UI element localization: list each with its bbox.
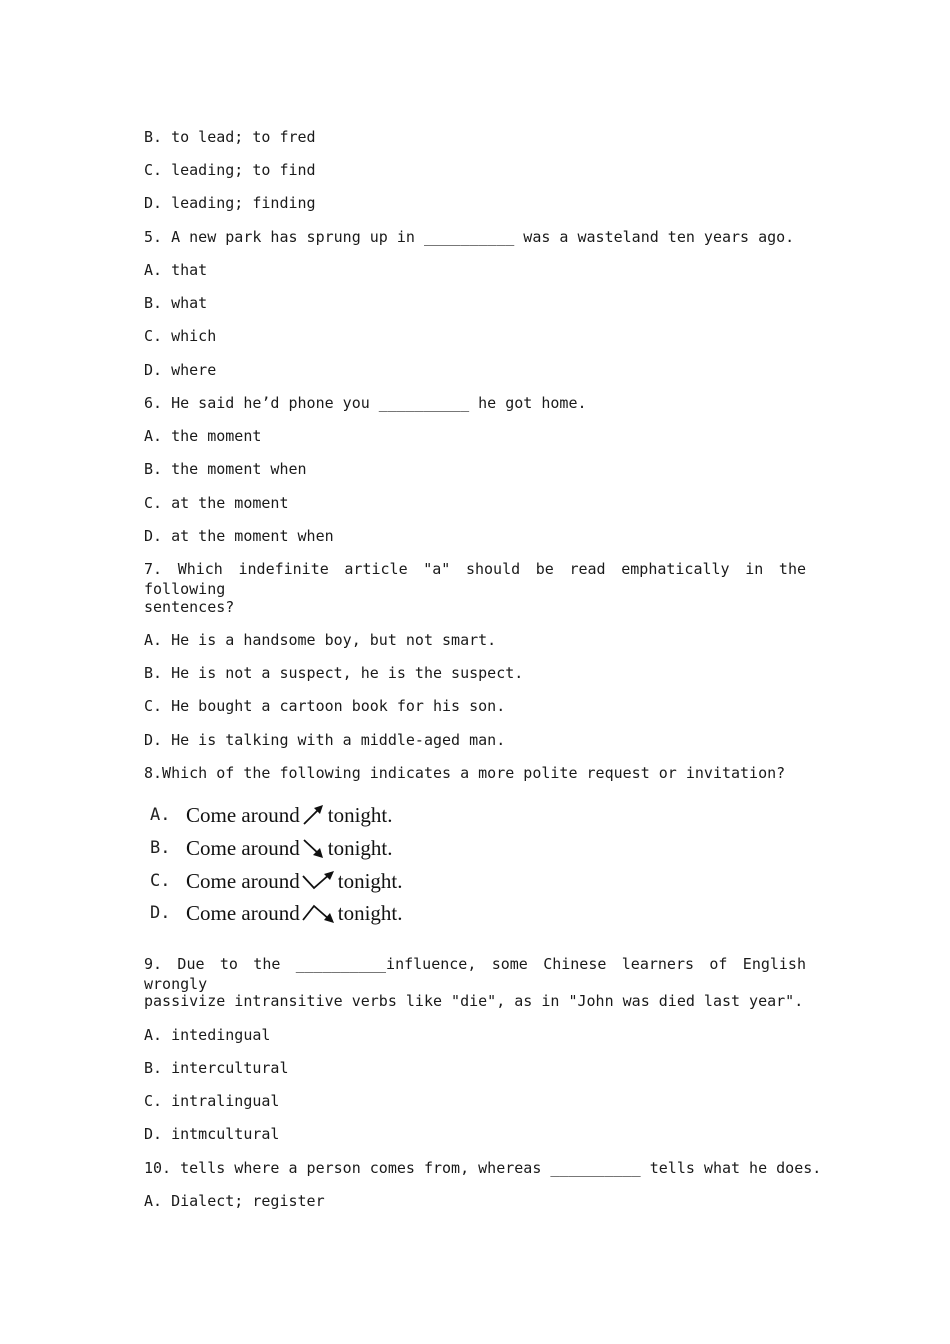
q6-option-a: A. the moment <box>144 427 262 445</box>
q5-option-c: C. which <box>144 327 217 345</box>
q4-option-d: D. leading; finding <box>144 194 316 212</box>
q8-option-d-before: Come around <box>186 900 300 925</box>
intonation-options-figure <box>150 800 420 928</box>
q7-stem-line1: 7. Which indefinite article "a" should be read emphatically in the following <box>144 560 806 598</box>
q8-option-c-after: tonight. <box>337 868 403 893</box>
rise-fall-tone-arrow-icon <box>301 900 337 926</box>
q8-option-d-after: tonight. <box>337 900 403 925</box>
q8-stem: 8.Which of the following indicates a more polite request or invitation? <box>144 764 786 782</box>
q8-option-d-letter: D. <box>150 903 171 923</box>
q5-option-d: D. where <box>144 361 217 379</box>
q6-option-c: C. at the moment <box>144 494 289 512</box>
q8-option-a-before: Come around <box>186 802 300 827</box>
q7-option-a: A. He is a handsome boy, but not smart. <box>144 631 497 649</box>
falling-tone-arrow-icon <box>301 835 327 861</box>
q9-stem-line2: passivize intransitive verbs like "die", as in "John was died last year". <box>144 992 804 1010</box>
q8-option-a-after: tonight. <box>327 802 393 827</box>
q6-option-b: B. the moment when <box>144 460 307 478</box>
fall-rise-tone-arrow-icon <box>301 868 337 894</box>
q10-option-a: A. Dialect; register <box>144 1192 325 1210</box>
rising-tone-arrow-icon <box>301 802 327 828</box>
q9-stem-line1: 9. Due to the __________influence, some Chinese learners of English wrongly <box>144 955 806 993</box>
q6-option-d: D. at the moment when <box>144 527 334 545</box>
q8-option-a <box>150 800 393 830</box>
q5-option-a: A. that <box>144 261 208 279</box>
q7-option-b: B. He is not a suspect, he is the suspect. <box>144 664 524 682</box>
q9-option-a: A. intedingual <box>144 1026 271 1044</box>
q8-option-b-before: Come around <box>186 835 300 860</box>
q8-option-c-before: Come around <box>186 868 300 893</box>
q4-option-c: C. leading; to find <box>144 161 316 179</box>
q7-option-d: D. He is talking with a middle-aged man. <box>144 731 506 749</box>
q5-option-b: B. what <box>144 294 208 312</box>
q8-option-d <box>150 898 403 928</box>
q7-stem-line2: sentences? <box>144 598 235 616</box>
q6-stem: 6. He said he’d phone you __________ he got home. <box>144 394 587 412</box>
q9-option-d: D. intmcultural <box>144 1125 280 1143</box>
q8-option-a-letter: A. <box>150 805 171 825</box>
q7-option-c: C. He bought a cartoon book for his son. <box>144 697 506 715</box>
q5-stem: 5. A new park has sprung up in __________ was a wasteland ten years ago. <box>144 228 795 246</box>
q10-stem: 10. tells where a person comes from, whereas __________ tells what he does. <box>144 1159 822 1177</box>
q9-option-c: C. intralingual <box>144 1092 280 1110</box>
q8-option-c-letter: C. <box>150 871 171 891</box>
q4-option-b: B. to lead; to fred <box>144 128 316 146</box>
q8-option-c <box>150 866 403 896</box>
q9-option-b: B. intercultural <box>144 1059 289 1077</box>
q8-option-b-letter: B. <box>150 838 171 858</box>
q8-option-b <box>150 833 393 863</box>
q8-option-b-after: tonight. <box>327 835 393 860</box>
